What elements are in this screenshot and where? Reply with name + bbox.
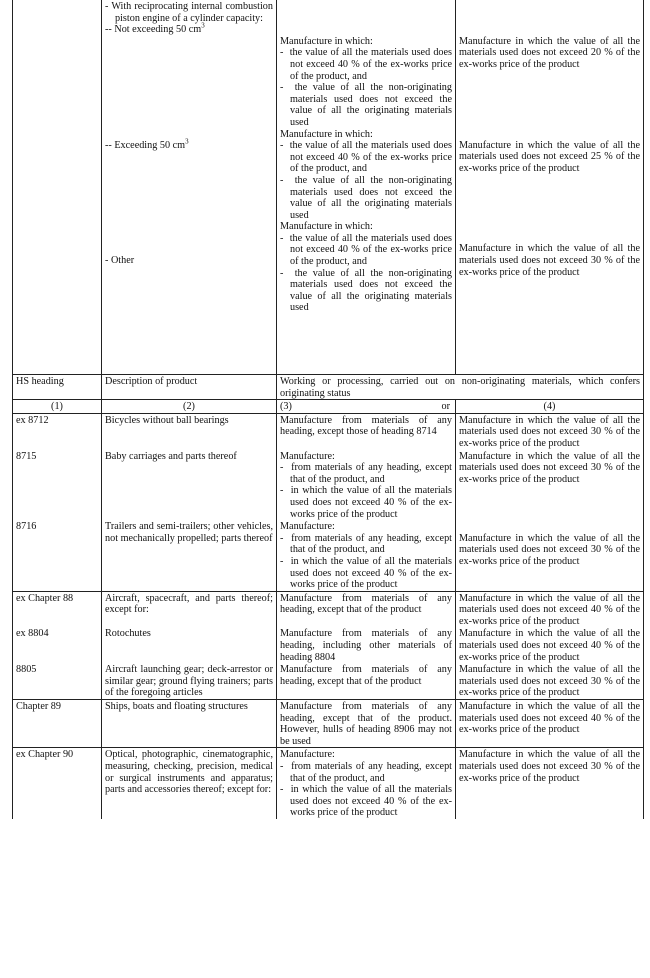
origin-rules-table [12,0,644,819]
list-item: - from materials of any heading, except that of the product, and [280,462,452,485]
header-col-3: (3) or [277,400,456,414]
working-rule: Manufacture from materials of any heading, except that of the product [277,591,456,627]
table-row [13,591,644,627]
hs-code: 8716 [13,520,102,591]
description: Aircraft, spacecraft, and parts thereof; except for: [102,591,277,627]
working-rule-cell: Manufacture in which: - the value of all the materials used does not exceed 40 % of the ex-works price of the product, and - the value of all the non-originating materials used does not exceed the value of all the originating materials used Manufacture in which: - the value of all the materials used does not exceed 40 % of the ex-works price of the product, and - the value of all the non-originating materials used does not exceed the value of all the originating materials used Manufacture in which: - the value of all the materials used does not exceed 40 % of the ex-works price of the product, and - the value of all the non-originating materials used does not exceed the value of all the originating materials used [277,0,456,375]
list-item: -- Not exceeding 50 $cm^3$ [105,21,205,36]
table-row [13,413,644,449]
hs-code: 8715 [13,450,102,521]
description: Ships, boats and floating structures [102,700,277,748]
list-item: - Other [105,255,135,267]
alt-rule: Manufacture in which the value of all the materials used does not exceed 30 % of the ex-works price of the product [456,663,644,699]
header-description: Description of product [102,375,277,400]
description-cell [102,0,277,375]
header-working: Working or processing, carried out on non-originating materials, which confers originating status [277,375,644,400]
description: Trailers and semi-trailers; other vehicles, not mechanically propelled; parts thereof [102,520,277,591]
hs-code: ex 8804 [13,627,102,663]
working-rule: Manufacture: - from materials of any heading, except that of the product, and - in which the value of all the materials used does not exceed 40 % of the ex-works price of the product [277,520,456,591]
list-item: -- Exceeding 50 $cm^3$ [105,137,189,151]
table-row [13,0,644,375]
description: Optical, photographic, cinematographic, measuring, checking, precision, medical or surgical instruments and apparatus; parts and accessories thereof; except for: [102,748,277,819]
header-col-1: (1) [13,400,102,414]
list-item: - from materials of any heading, except that of the product, and [280,761,452,784]
table-row [13,700,644,748]
description: Bicycles without ball bearings [102,413,277,449]
list-item: - in which the value of all the materials used does not exceed 40 % of the ex-works price of the product [280,485,452,520]
hs-code: Chapter 89 [13,700,102,748]
list-item: - from materials of any heading, except that of the product, and [280,532,452,556]
alt-rule-cell: Manufacture in which the value of all the materials used does not exceed 20 % of the ex-works price of the product Manufacture in which the value of all the materials used does not exceed 25 % of the ex-works price of the product Manufacture in which the value of all the materials used does not exceed 30 % of the ex-works price of the product [456,0,644,375]
hs-code: ex Chapter 90 [13,748,102,819]
alt-rule: Manufacture in which the value of all the materials used does not exceed 40 % of the ex-works price of the product [456,591,644,627]
alt-rule: Manufacture in which the value of all the materials used does not exceed 30 % of the ex-works price of the product [456,748,644,819]
table-row [13,520,644,591]
list-item: - the value of all the materials used does not exceed 40 % of the ex-works price of the product, and [280,47,452,82]
hs-code: ex 8712 [13,413,102,449]
working-rule: Manufacture: - from materials of any heading, except that of the product, and - in which the value of all the materials used does not exceed 40 % of the ex-works price of the product [277,450,456,521]
header-col-4: (4) [456,400,644,414]
table-header-row [13,375,644,400]
list-item: - in which the value of all the materials used does not exceed 40 % of the ex-works price of the product [280,555,452,591]
list-item: - the value of all the materials used does not exceed 40 % of the ex-works price of the product, and [280,232,452,268]
table-row [13,663,644,699]
list-item: - in which the value of all the materials used does not exceed 40 % of the ex-works price of the product [280,784,452,819]
alt-rule: Manufacture in which the value of all the materials used does not exceed 30 % of the ex-works price of the product [456,413,644,449]
working-rule: Manufacture from materials of any heading, except that of the product. However, hulls of heading 8906 may not be used [277,700,456,748]
list-item: - the value of all the materials used does not exceed 40 % of the ex-works price of the product, and [280,140,452,175]
description: Baby carriages and parts thereof [102,450,277,521]
working-rule: Manufacture: - from materials of any heading, except that of the product, and - in which the value of all the materials used does not exceed 40 % of the ex-works price of the product [277,748,456,819]
description: Aircraft launching gear; deck-arrestor or similar gear; ground flying trainers; parts of the foregoing articles [102,663,277,699]
hs-code-cell [13,0,102,375]
alt-rule: Manufacture in which the value of all the materials used does not exceed 30 % of the ex-works price of the product [456,450,644,521]
table-row [13,450,644,521]
working-rule: Manufacture from materials of any heading, except that of the product [277,663,456,699]
working-rule: Manufacture from materials of any heading, except those of heading 8714 [277,413,456,449]
header-hs-heading: HS heading [13,375,102,400]
alt-rule: Manufacture in which the value of all the materials used does not exceed 40 % of the ex-works price of the product [456,700,644,748]
hs-code: ex Chapter 88 [13,591,102,627]
alt-rule: Manufacture in which the value of all the materials used does not exceed 30 % of the ex-works price of the product [456,520,644,591]
rules-of-origin-table-page [12,0,643,819]
header-col-2: (2) [102,400,277,414]
description: Rotochutes [102,627,277,663]
list-item: - the value of all the non-originating materials used does not exceed the value of all the originating materials used [280,82,452,128]
working-rule: Manufacture from materials of any heading, including other materials of heading 8804 [277,627,456,663]
table-row [13,748,644,819]
table-header-numbers [13,400,644,414]
list-item: - the value of all the non-originating materials used does not exceed the value of all the originating materials used [280,267,452,314]
table-row [13,627,644,663]
hs-code: 8805 [13,663,102,699]
list-item: - With reciprocating internal combustion piston engine of a cylinder capacity: [105,1,273,24]
alt-rule: Manufacture in which the value of all the materials used does not exceed 40 % of the ex-works price of the product [456,627,644,663]
list-item: - the value of all the non-originating materials used does not exceed the value of all the originating materials used [280,174,452,221]
